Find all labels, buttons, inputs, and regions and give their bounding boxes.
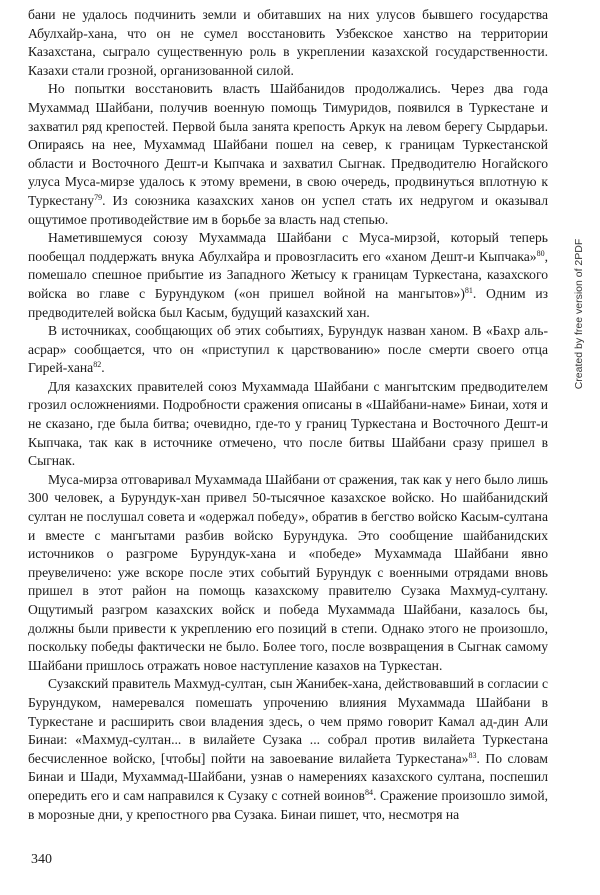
paragraph [28,229,548,322]
text-run: Муса-мирза отговаривал Мухаммада Шайбани от сражения, так как у него было лишь 300 человек, а Бурундук-хан привел 50-тысячное казахское войско. Но шайбанидский султан не послушал совета и «одержал победу», обратив в бегство войско Касым-султана и вместе с мангытами разбив войско Бурундука. Это сообщение шайбанидских источников о разгроме Бурундук-хана и «победе» Мухаммада Шайбани явно преувеличено: уже вскоре после этих событий Бурундук с военными отрядами вновь пришел в этот район на помощь казахскому правителю Сузака Махмуд-султану. Ощутимый разгром казахских войск и победа Мухаммада Шайбани, казалось бы, должны были привести к укреплению его позиций в степи. Однако этого не произошло, поскольку победы фактически не было. Более того, после возвращения в Сыгнак самому Шайбани пришлось отражать новое наступление казахов на Туркестан. [28,471,549,673]
text-run: . По словам Бинаи и Шади, Мухаммад-Шайбани, узнав о намерениях казахского султана, поспешил опередить его и сам направился к Сузаку с сотней воинов [28,750,548,803]
text-run: Сузакский правитель Махмуд-султан, сын Жанибек-хана, действовавший в согласии с Бурундуком, намеревался помешать упрочению влияния Мухаммада Шайбани в Туркестане и расширить свои владения здесь, о чем прямо говорит Камал ад-дин Али Бинаи: «Махмуд-султан... в вилайете Сузака ... собрал против вилайета Туркестана бесчисленное войско, [чтобы] пойти на завоевание вилайета Туркестана» [28,676,548,766]
paragraph [28,6,548,80]
text-run: , помешало спешное прибытие из Западного Жетысу к границам Туркестана, казахского войска во главе с Бурундуком («он пришел войной на мангытов») [28,248,548,301]
text-run: В источниках, сообщающих об этих событиях, Бурундук назван ханом. В «Бахр аль-асрар» сообщается, что он «приступил к царствованию» после смерти своего отца Гирей-хана [28,323,548,376]
watermark-text: Created by free version of 2PDF [573,238,585,390]
footnote-ref: 80 [536,248,545,258]
text-run: . [101,360,105,376]
footnote-ref: 82 [93,360,102,370]
paragraph [28,675,548,824]
text-run: . Одним из предводителей войска был Касым, будущий казахский хан. [28,285,548,320]
text-run: бани не удалось подчинить земли и обитавших на них улусов бывшего государства Абулхайр-хана, что он не сумел восстановить Узбекское ханство на территории Казахстана, сыграло существенную роль в укреплении казахской государственности. Казахи стали грозной, организованной силой. [28,7,548,78]
paragraph [28,322,548,378]
text-run: Наметившемуся союзу Мухаммада Шайбани с Муса-мирзой, который теперь пообещал поддержать внука Абулхайра и провозгласить его «ханом Дешт-и Кыпчака» [28,230,548,264]
text-run: Для казахских правителей союз Мухаммада Шайбани с мангытским предводителем грозил осложнениями. Подробности сражения описаны в «Шайбани-наме» Бинаи, хотя и не сказано, где была битва; очевидно, где-то у границ Туркестана и Восточного Дешт-и Кыпчака, так как в источнике отмечено, что после битвы Шайбани сразу пришел в Сыгнак. [28,378,548,469]
footnote-ref: 81 [464,285,473,295]
page-number: 340 [31,852,52,867]
text-run: . Сражение произошло зимой, в морозные дни, у крепостного рва Сузака. Бинаи пишет, что, несмотря на [28,787,548,822]
footnote-ref: 84 [364,787,373,797]
footnote-ref: 83 [468,750,477,760]
text-run: . Из союзника казахских ханов он успел стать их недругом и оказывал ощутимое противодействие им в борьбе за власть над степью. [28,192,548,227]
text-run: Но попытки восстановить власть Шайбанидов продолжались. Через два года Мухаммад Шайбани, получив военную помощь Тимуридов, появился в Туркестане и захватил ряд крепостей. Первой была занята крепость Аркук на левом берегу Сырдарьи. Опираясь на нее, Мухаммад Шайбани пошел на север, к границам Туркестанской области и Восточного Дешт-и Кыпчака и захватил Сыгнак. Предводителю Ногайского улуса Муса-мирзе удалось к этому времени, в свою очередь, продвинуться вплотную к Туркестану [28,81,548,208]
watermark [568,200,590,430]
footnote-ref: 79 [94,192,103,202]
paragraph [28,471,548,676]
document-text [28,6,548,824]
paragraph [28,378,548,471]
paragraph [28,80,548,229]
